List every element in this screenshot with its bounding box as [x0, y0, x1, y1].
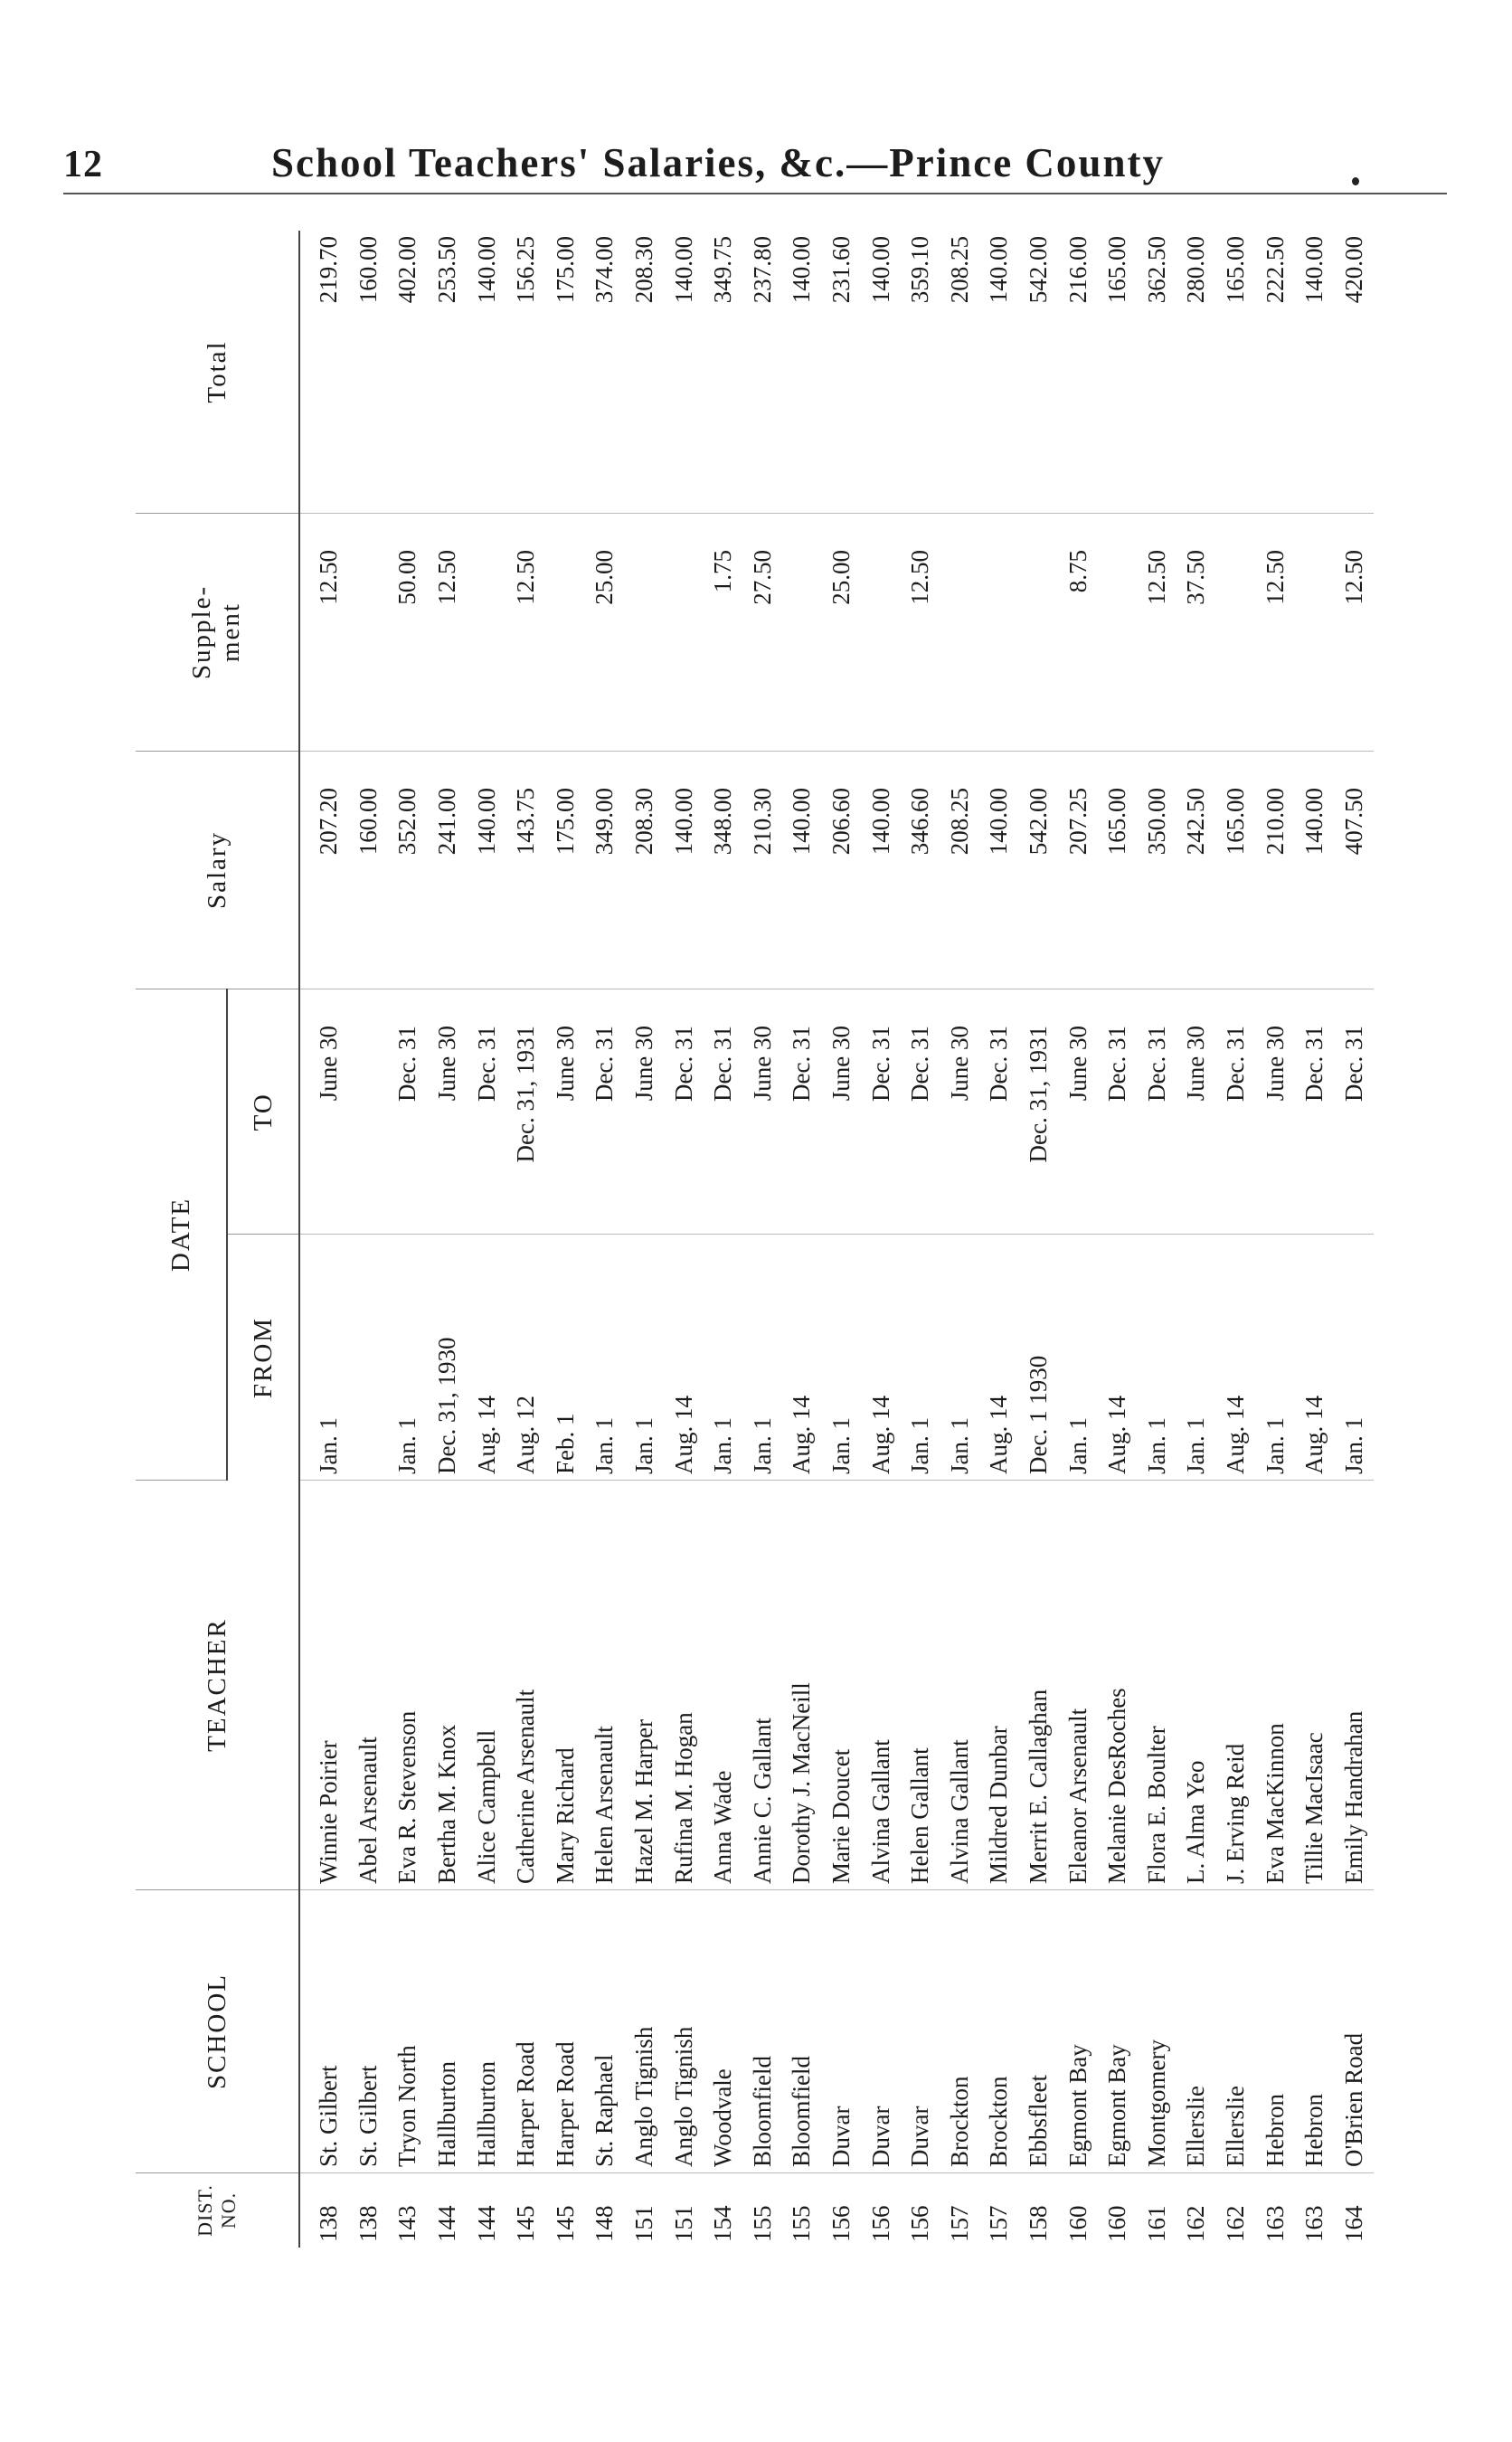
date-to-cell: June 30 [1058, 989, 1098, 1235]
salary-cell: 352.00 [388, 752, 428, 989]
salary-cell: 140.00 [861, 752, 901, 989]
total-cell: 140.00 [979, 231, 1019, 514]
date-to-cell: Dec. 31 [1334, 989, 1374, 1235]
date-to-cell: June 30 [822, 989, 862, 1235]
supplement-cell: 1.75 [704, 514, 743, 752]
supplement-cell: 8.75 [1058, 514, 1098, 752]
dist-no-cell: 162 [1182, 2205, 1210, 2242]
school-cell: Woodvale [704, 1890, 743, 2173]
total-cell: 359.10 [901, 231, 940, 514]
teacher-cell: Abel Arsenault [349, 1481, 389, 1890]
salary-cell: 160.00 [349, 752, 389, 989]
date-from-cell: Jan. 1 [1255, 1235, 1295, 1481]
salary-cell: 350.00 [1137, 752, 1177, 989]
total-cell: 216.00 [1058, 231, 1098, 514]
salary-cell: 165.00 [1098, 752, 1138, 989]
teacher-cell: Helen Gallant [901, 1481, 940, 1890]
teacher-cell: Marie Doucet [822, 1481, 862, 1890]
date-from-cell: Aug. 14 [782, 1235, 822, 1481]
date-from-cell: Dec. 31, 1930 [428, 1235, 468, 1481]
salary-cell: 349.00 [585, 752, 625, 989]
table-row [782, 231, 822, 2248]
salary-cell: 348.00 [704, 752, 743, 989]
total-cell: 165.00 [1098, 231, 1138, 514]
date-from-cell: Aug. 14 [467, 1235, 506, 1481]
school-cell: Brockton [979, 1890, 1019, 2173]
date-from-cell: Jan. 1 [1177, 1235, 1216, 1481]
dist-no-cell: 148 [591, 2205, 619, 2242]
school-cell: Bloomfield [743, 1890, 783, 2173]
salary-cell: 346.60 [901, 752, 940, 989]
date-from-cell: Jan. 1 [388, 1235, 428, 1481]
teacher-cell: Anna Wade [704, 1481, 743, 1890]
date-to-cell: June 30 [299, 989, 349, 1235]
date-from-cell: Jan. 1 [822, 1235, 862, 1481]
salary-table [136, 231, 1374, 2248]
table-row [940, 231, 980, 2248]
date-from-cell: Aug. 14 [861, 1235, 901, 1481]
school-cell: Bloomfield [782, 1890, 822, 2173]
dist-no-cell: 164 [1339, 2205, 1367, 2242]
school-cell: Ebbsfleet [1019, 1890, 1059, 2173]
date-from-cell [349, 1235, 389, 1481]
supplement-cell: 12.50 [1334, 514, 1374, 752]
date-from-cell: Aug. 14 [1098, 1235, 1138, 1481]
school-cell: Harper Road [506, 1890, 546, 2173]
teacher-cell: Dorothy J. MacNeill [782, 1481, 822, 1890]
date-to-cell: June 30 [546, 989, 586, 1235]
table-row [428, 231, 468, 2248]
ink-mark [1352, 177, 1359, 185]
salary-cell: 208.25 [940, 752, 980, 989]
teacher-cell: Melanie DesRoches [1098, 1481, 1138, 1890]
school-cell: Anglo Tignish [625, 1890, 665, 2173]
school-cell: O'Brien Road [1334, 1890, 1374, 2173]
date-to-cell: Dec. 31 [979, 989, 1019, 1235]
supplement-cell [940, 514, 980, 752]
dist-no-cell: 158 [1024, 2205, 1052, 2242]
table-row [1216, 231, 1256, 2248]
total-cell: 231.60 [822, 231, 862, 514]
dist-no-cell: 156 [906, 2205, 934, 2242]
col-header-to: TO [227, 989, 299, 1235]
total-cell: 219.70 [299, 231, 349, 514]
supplement-cell [664, 514, 704, 752]
table-row [1137, 231, 1177, 2248]
school-cell: Duvar [861, 1890, 901, 2173]
supplement-cell [546, 514, 586, 752]
salary-cell: 140.00 [782, 752, 822, 989]
supplement-cell: 37.50 [1177, 514, 1216, 752]
dist-no-cell: 163 [1300, 2205, 1328, 2242]
date-to-cell: June 30 [940, 989, 980, 1235]
teacher-cell: Flora E. Boulter [1137, 1481, 1177, 1890]
supplement-cell: 12.50 [901, 514, 940, 752]
supplement-cell: 25.00 [822, 514, 862, 752]
school-cell: Hebron [1295, 1890, 1335, 2173]
date-to-cell: June 30 [1177, 989, 1216, 1235]
date-from-cell: Dec. 1 1930 [1019, 1235, 1059, 1481]
teacher-cell: Eva MacKinnon [1255, 1481, 1295, 1890]
supplement-cell [782, 514, 822, 752]
school-cell: St. Raphael [585, 1890, 625, 2173]
school-cell: Ellerslie [1216, 1890, 1256, 2173]
school-cell: Hebron [1255, 1890, 1295, 2173]
dist-no-cell: 138 [354, 2205, 382, 2242]
table-row [625, 231, 665, 2248]
teacher-cell: Bertha M. Knox [428, 1481, 468, 1890]
teacher-cell: Mary Richard [546, 1481, 586, 1890]
teacher-cell: L. Alma Yeo [1177, 1481, 1216, 1890]
salary-cell: 140.00 [664, 752, 704, 989]
dist-no-cell: 144 [433, 2205, 461, 2242]
table-row [1019, 231, 1059, 2248]
school-cell: Ellerslie [1177, 1890, 1216, 2173]
supplement-cell: 12.50 [506, 514, 546, 752]
total-cell: 402.00 [388, 231, 428, 514]
date-from-cell: Jan. 1 [585, 1235, 625, 1481]
salary-cell: 140.00 [979, 752, 1019, 989]
table-row [743, 231, 783, 2248]
salary-cell: 210.00 [1255, 752, 1295, 989]
teacher-cell: Merrit E. Callaghan [1019, 1481, 1059, 1890]
salary-cell: 207.20 [299, 752, 349, 989]
table-row [979, 231, 1019, 2248]
total-cell: 349.75 [704, 231, 743, 514]
total-cell: 175.00 [546, 231, 586, 514]
salary-cell: 165.00 [1216, 752, 1256, 989]
date-to-cell: June 30 [428, 989, 468, 1235]
table-row [299, 231, 349, 2248]
table-row [585, 231, 625, 2248]
date-from-cell: Aug. 14 [664, 1235, 704, 1481]
page-header [0, 0, 1512, 208]
table-row [1058, 231, 1098, 2248]
school-cell: Egmont Bay [1058, 1890, 1098, 2173]
date-from-cell: Jan. 1 [743, 1235, 783, 1481]
school-cell: Hallburton [428, 1890, 468, 2173]
col-header-date: DATE [136, 989, 227, 1481]
teacher-cell: Rufina M. Hogan [664, 1481, 704, 1890]
header-rule [63, 193, 1447, 194]
salary-table-rotated [136, 231, 1366, 2248]
school-cell: St. Gilbert [299, 1890, 349, 2173]
table-row [1295, 231, 1335, 2248]
salary-cell: 140.00 [1295, 752, 1335, 989]
dist-no-cell: 156 [827, 2205, 855, 2242]
date-from-cell: Jan. 1 [299, 1235, 349, 1481]
total-cell: 420.00 [1334, 231, 1374, 514]
supplement-cell [1216, 514, 1256, 752]
supplement-cell [1019, 514, 1059, 752]
dist-no-cell: 157 [945, 2205, 973, 2242]
col-header-supplement: Supple- ment [136, 514, 299, 752]
date-from-cell: Aug. 14 [1216, 1235, 1256, 1481]
date-to-cell [349, 989, 389, 1235]
date-to-cell: Dec. 31 [861, 989, 901, 1235]
supplement-cell [1295, 514, 1335, 752]
table-row [1177, 231, 1216, 2248]
dist-no-cell: 145 [551, 2205, 579, 2242]
date-to-cell: June 30 [625, 989, 665, 1235]
total-cell: 140.00 [1295, 231, 1335, 514]
dist-no-cell: 161 [1142, 2205, 1170, 2242]
date-from-cell: Jan. 1 [1058, 1235, 1098, 1481]
teacher-cell: Mildred Dunbar [979, 1481, 1019, 1890]
date-to-cell: Dec. 31 [901, 989, 940, 1235]
supplement-cell: 12.50 [1255, 514, 1295, 752]
teacher-cell: Tillie MacIsaac [1295, 1481, 1335, 1890]
teacher-cell: Eleanor Arsenault [1058, 1481, 1098, 1890]
date-to-cell: Dec. 31 [1216, 989, 1256, 1235]
supplement-cell: 12.50 [1137, 514, 1177, 752]
total-cell: 237.80 [743, 231, 783, 514]
school-cell: Tryon North [388, 1890, 428, 2173]
teacher-cell: Alvina Gallant [940, 1481, 980, 1890]
dist-no-cell: 155 [788, 2205, 816, 2242]
salary-cell: 210.30 [743, 752, 783, 989]
supplement-cell [979, 514, 1019, 752]
page-number: 12 [63, 144, 103, 185]
total-cell: 362.50 [1137, 231, 1177, 514]
date-to-cell: Dec. 31 [1098, 989, 1138, 1235]
teacher-cell: Winnie Poirier [299, 1481, 349, 1890]
school-cell: Egmont Bay [1098, 1890, 1138, 2173]
date-to-cell: Dec. 31 [388, 989, 428, 1235]
date-from-cell: Feb. 1 [546, 1235, 586, 1481]
date-to-cell: June 30 [1255, 989, 1295, 1235]
school-cell: St. Gilbert [349, 1890, 389, 2173]
dist-no-cell: 156 [866, 2205, 894, 2242]
date-to-cell: Dec. 31 [467, 989, 506, 1235]
table-row [506, 231, 546, 2248]
school-cell: Duvar [901, 1890, 940, 2173]
date-to-cell: Dec. 31 [704, 989, 743, 1235]
date-from-cell: Jan. 1 [704, 1235, 743, 1481]
supplement-cell: 25.00 [585, 514, 625, 752]
date-from-cell: Aug. 14 [1295, 1235, 1335, 1481]
salary-cell: 206.60 [822, 752, 862, 989]
table-row [349, 231, 389, 2248]
table-row [861, 231, 901, 2248]
date-from-cell: Jan. 1 [1334, 1235, 1374, 1481]
table-row [901, 231, 940, 2248]
teacher-cell: Alice Campbell [467, 1481, 506, 1890]
date-to-cell: Dec. 31, 1931 [506, 989, 546, 1235]
total-cell: 542.00 [1019, 231, 1059, 514]
date-from-cell: Jan. 1 [901, 1235, 940, 1481]
supplement-cell [467, 514, 506, 752]
supplement-cell: 12.50 [428, 514, 468, 752]
total-cell: 140.00 [664, 231, 704, 514]
table-row [664, 231, 704, 2248]
date-from-cell: Aug. 14 [979, 1235, 1019, 1481]
school-cell: Montgomery [1137, 1890, 1177, 2173]
supplement-cell [625, 514, 665, 752]
table-row [1098, 231, 1138, 2248]
total-cell: 140.00 [861, 231, 901, 514]
teacher-cell: Helen Arsenault [585, 1481, 625, 1890]
col-header-school: SCHOOL [136, 1890, 299, 2173]
teacher-cell: Annie C. Gallant [743, 1481, 783, 1890]
table-row [388, 231, 428, 2248]
salary-cell: 241.00 [428, 752, 468, 989]
date-to-cell: Dec. 31, 1931 [1019, 989, 1059, 1235]
dist-no-cell: 143 [393, 2205, 421, 2242]
dist-no-cell: 144 [472, 2205, 500, 2242]
teacher-cell: Alvina Gallant [861, 1481, 901, 1890]
col-header-salary: Salary [136, 752, 299, 989]
supplement-cell: 27.50 [743, 514, 783, 752]
dist-no-cell: 154 [709, 2205, 737, 2242]
page-title: School Teachers' Salaries, &c.—Prince County [271, 140, 1165, 185]
total-cell: 253.50 [428, 231, 468, 514]
salary-cell: 143.75 [506, 752, 546, 989]
teacher-cell: J. Erving Reid [1216, 1481, 1256, 1890]
dist-no-cell: 162 [1221, 2205, 1249, 2242]
salary-cell: 207.25 [1058, 752, 1098, 989]
salary-cell: 407.50 [1334, 752, 1374, 989]
col-header-teacher: TEACHER [136, 1481, 299, 1890]
total-cell: 140.00 [782, 231, 822, 514]
teacher-cell: Eva R. Stevenson [388, 1481, 428, 1890]
teacher-cell: Hazel M. Harper [625, 1481, 665, 1890]
total-cell: 374.00 [585, 231, 625, 514]
teacher-cell: Catherine Arsenault [506, 1481, 546, 1890]
salary-cell: 242.50 [1177, 752, 1216, 989]
total-cell: 208.25 [940, 231, 980, 514]
salary-cell: 140.00 [467, 752, 506, 989]
table-row [467, 231, 506, 2248]
date-to-cell: Dec. 31 [782, 989, 822, 1235]
date-from-cell: Jan. 1 [940, 1235, 980, 1481]
table-row [546, 231, 586, 2248]
dist-no-cell: 151 [630, 2205, 658, 2242]
supplement-cell [349, 514, 389, 752]
supplement-cell [1098, 514, 1138, 752]
date-from-cell: Aug. 12 [506, 1235, 546, 1481]
date-to-cell: Dec. 31 [585, 989, 625, 1235]
date-to-cell: June 30 [743, 989, 783, 1235]
col-header-total: Total [136, 231, 299, 514]
total-cell: 222.50 [1255, 231, 1295, 514]
total-cell: 140.00 [467, 231, 506, 514]
school-cell: Anglo Tignish [664, 1890, 704, 2173]
supplement-cell: 12.50 [299, 514, 349, 752]
salary-cell: 542.00 [1019, 752, 1059, 989]
dist-no-cell: 160 [1063, 2205, 1091, 2242]
teacher-cell: Emily Handrahan [1334, 1481, 1374, 1890]
salary-cell: 208.30 [625, 752, 665, 989]
dist-no-cell: 145 [512, 2205, 540, 2242]
date-from-cell: Jan. 1 [625, 1235, 665, 1481]
table-row [822, 231, 862, 2248]
salary-cell: 175.00 [546, 752, 586, 989]
table-row [1334, 231, 1374, 2248]
school-cell: Harper Road [546, 1890, 586, 2173]
table-row [704, 231, 743, 2248]
total-cell: 280.00 [1177, 231, 1216, 514]
dist-no-cell: 155 [748, 2205, 776, 2242]
supplement-cell: 50.00 [388, 514, 428, 752]
school-cell: Duvar [822, 1890, 862, 2173]
date-from-cell: Jan. 1 [1137, 1235, 1177, 1481]
date-to-cell: Dec. 31 [1295, 989, 1335, 1235]
date-to-cell: Dec. 31 [1137, 989, 1177, 1235]
total-cell: 208.30 [625, 231, 665, 514]
school-cell: Brockton [940, 1890, 980, 2173]
school-cell: Hallburton [467, 1890, 506, 2173]
total-cell: 156.25 [506, 231, 546, 514]
col-header-dist-no: DIST. NO. [136, 2173, 299, 2248]
supplement-cell [861, 514, 901, 752]
dist-no-cell: 163 [1261, 2205, 1289, 2242]
dist-no-cell: 160 [1103, 2205, 1131, 2242]
total-cell: 160.00 [349, 231, 389, 514]
col-header-from: FROM [227, 1235, 299, 1481]
table-row [1255, 231, 1295, 2248]
dist-no-cell: 151 [669, 2205, 697, 2242]
date-to-cell: Dec. 31 [664, 989, 704, 1235]
dist-no-cell: 138 [315, 2205, 343, 2242]
dist-no-cell: 157 [985, 2205, 1013, 2242]
total-cell: 165.00 [1216, 231, 1256, 514]
